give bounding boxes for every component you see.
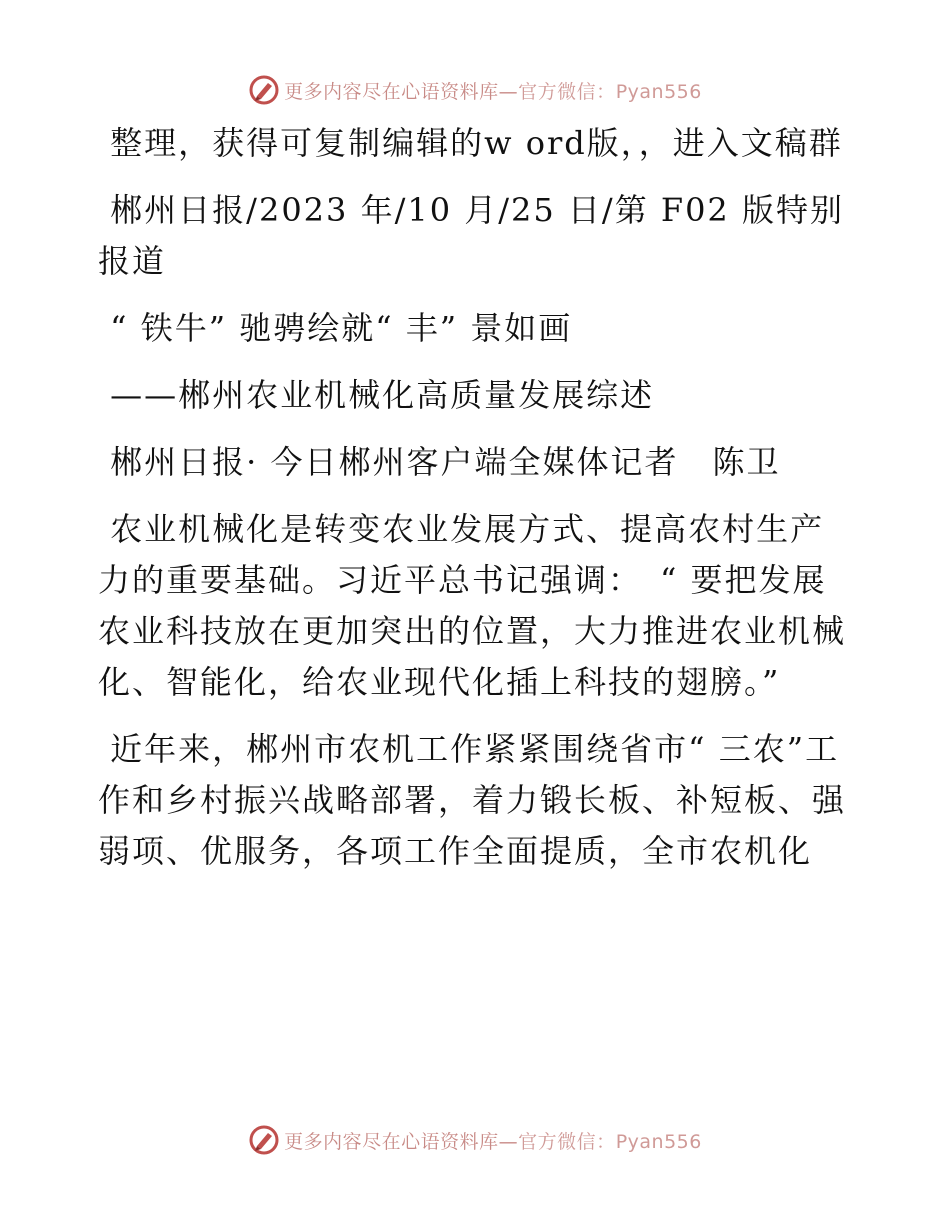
watermark-text: 更多内容尽在心语资料库—官方微信：Pyan556	[284, 80, 702, 103]
pen-logo-icon	[248, 1124, 280, 1156]
footer-watermark	[0, 1120, 950, 1160]
header-watermark	[0, 70, 950, 110]
paragraph-body-2: 近年来，郴州市农机工作紧紧围绕省市“ 三农”工作和乡村振兴战略部署，着力锻长板、补短板、强弱项、优服务，各项工作全面提质，全市农机化	[98, 730, 847, 870]
article-byline: 郴州日报· 今日郴州客户端全媒体记者 陈卫	[98, 443, 781, 481]
pen-logo-icon	[248, 74, 280, 106]
paragraph-intro: 整理，获得可复制编辑的w ord版，，进入文稿群	[98, 124, 843, 162]
article-subtitle: ——郴州农业机械化高质量发展综述	[98, 376, 655, 414]
paragraph-body-1: 农业机械化是转变农业发展方式、提高农村生产力的重要基础。习近平总书记强调： “ 要把发展农业科技放在更加突出的位置，大力推进农业机械化、智能化，给农业现代化插上科技的翅膀。”	[98, 510, 847, 701]
paragraph-source: 郴州日报/2023 年/10 月/25 日/第 F02 版特别报道	[98, 191, 844, 280]
article-title: “ 铁牛” 驰骋绘就“ 丰” 景如画	[98, 309, 573, 347]
document-body	[98, 118, 858, 893]
watermark-text: 更多内容尽在心语资料库—官方微信：Pyan556	[284, 1130, 702, 1153]
